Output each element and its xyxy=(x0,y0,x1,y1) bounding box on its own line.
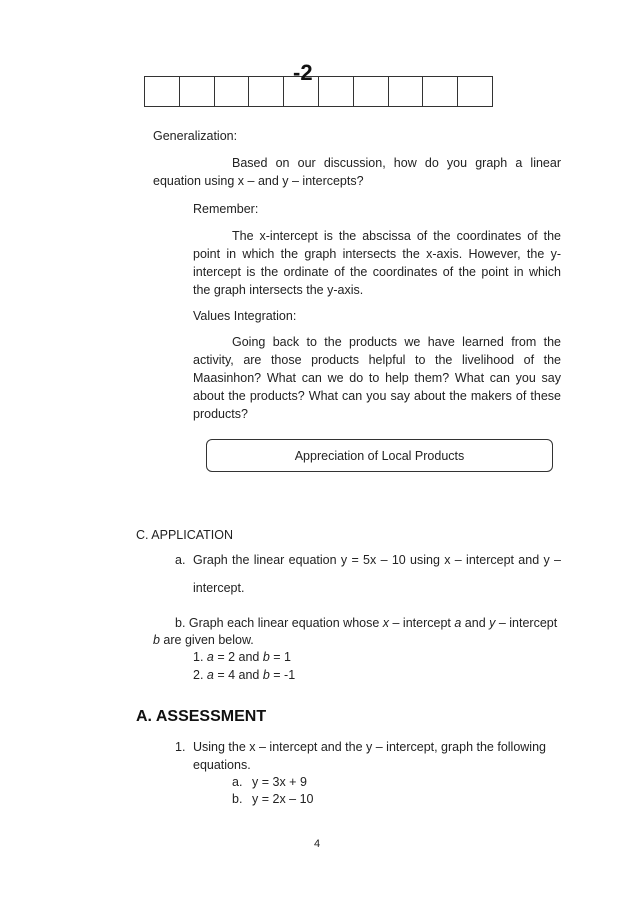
number-line-label: -2 xyxy=(293,60,313,85)
values-line-2: activity, are those products helpful to the livelihood of the xyxy=(193,353,561,367)
application-heading: C. APPLICATION xyxy=(136,528,234,542)
assessment-option-b-marker: b. xyxy=(232,792,243,806)
application-b-item-2: 2. a = 4 and b = -1 xyxy=(193,668,296,682)
application-a-marker: a. xyxy=(175,553,186,567)
page-number: 4 xyxy=(314,838,321,850)
number-line-cell xyxy=(249,77,284,106)
application-a-line-1: Graph the linear equation y = 5x – 10 using x – intercept and y – xyxy=(193,553,561,567)
remember-line-1: The x-intercept is the abscissa of the coordinates of the xyxy=(232,229,561,243)
assessment-option-b: y = 2x – 10 xyxy=(252,792,314,806)
values-line-4: about the products? What can you say about the makers of these xyxy=(193,389,561,403)
appreciation-callout-box xyxy=(206,439,553,472)
assessment-option-a: y = 3x + 9 xyxy=(252,775,307,789)
number-line-cell xyxy=(319,77,354,106)
number-line-cell xyxy=(180,77,215,106)
values-line-1: Going back to the products we have learned from the xyxy=(232,335,561,349)
values-line-5: products? xyxy=(193,407,248,421)
values-line-3: Maasinhon? What can we do to help them? What can you say xyxy=(193,371,561,385)
number-line-cell xyxy=(215,77,250,106)
assessment-option-a-marker: a. xyxy=(232,775,243,789)
remember-line-2: point in which the graph intersects the x-axis. However, the y- xyxy=(193,247,561,261)
application-b-line-2: b are given below. xyxy=(153,633,254,647)
generalization-title: Generalization: xyxy=(153,129,238,143)
generalization-line-1: Based on our discussion, how do you graph a linear xyxy=(232,156,561,170)
number-line-cell xyxy=(423,77,458,106)
values-title: Values Integration: xyxy=(193,309,297,323)
number-line-cell xyxy=(354,77,389,106)
assessment-heading: A. ASSESSMENT xyxy=(136,708,267,725)
assessment-q1-line-1: Using the x – intercept and the y – intercept, graph the following xyxy=(193,740,546,754)
remember-line-4: the graph intersects the y-axis. xyxy=(193,283,364,297)
assessment-q1-line-2: equations. xyxy=(193,758,251,772)
number-line-cell xyxy=(145,77,180,106)
assessment-q1-marker: 1. xyxy=(175,740,186,754)
remember-line-3: intercept is the ordinate of the coordinates of the point in which xyxy=(193,265,561,279)
appreciation-callout-text: Appreciation of Local Products xyxy=(294,448,465,463)
application-a-line-2: intercept. xyxy=(193,581,245,595)
application-b-line-1: b. Graph each linear equation whose x – intercept a and y – intercept xyxy=(175,616,558,630)
number-line-cell xyxy=(389,77,424,106)
generalization-line-2: equation using x – and y – intercepts? xyxy=(153,174,364,188)
remember-title: Remember: xyxy=(193,202,259,216)
application-b-item-1: 1. a = 2 and b = 1 xyxy=(193,650,292,664)
number-line-strip xyxy=(144,76,493,107)
number-line-cell xyxy=(458,77,492,106)
